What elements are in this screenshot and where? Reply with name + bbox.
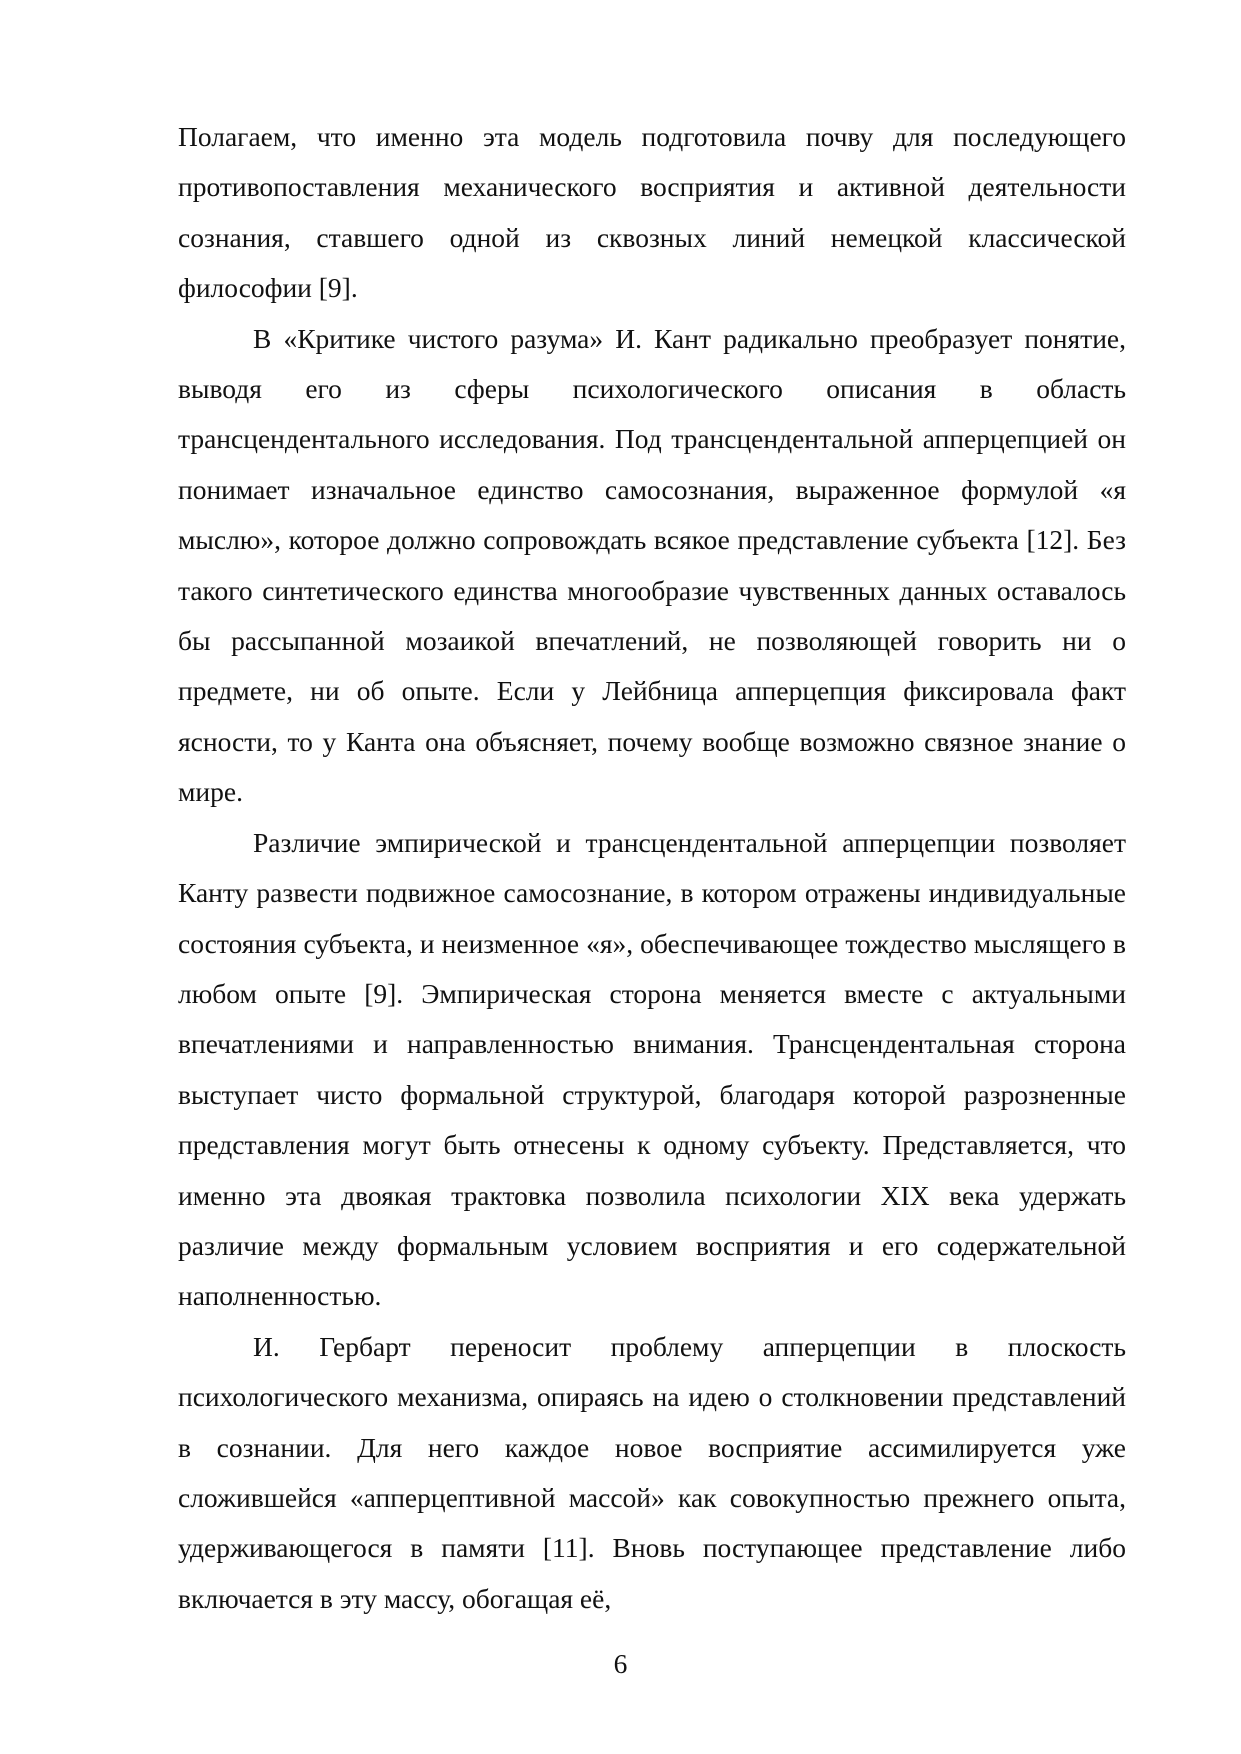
page-number: 6	[613, 1648, 628, 1679]
paragraph-3: Различие эмпирической и трансцендентальной апперцепции позволяет Канту развести подвижное самосознание, в котором отражены индивидуальные состояния субъекта, и неизменное «я», обеспечивающее тождество мыслящего в любом опыте [9]. Эмпирическая сторона меняется вместе с актуальными впечатлениями и направленностью внимания. Трансцендентальная сторона выступает чисто формальной структурой, благодаря которой разрозненные представления могут быть отнесены к одному субъекту. Представляется, что именно эта двоякая трактовка позволила психологии XIX века удержать различие между формальным условием восприятия и его содержательной наполненностью.	[178, 826, 1126, 1312]
paragraph-1: Полагаем, что именно эта модель подготовила почву для последующего противопоставления механического восприятия и активной деятельности сознания, ставшего одной из сквозных линий немецкой классической философии [9].	[178, 121, 1126, 304]
paragraph-2: В «Критике чистого разума» И. Кант радикально преобразует понятие, выводя его из сферы психологического описания в область трансцендентального исследования. Под трансцендентальной апперцепцией он понимает изначальное единство самосознания, выраженное формулой «я мыслю», которое должно сопровождать всякое представление субъекта [12]. Без такого синтетического единства многообразие чувственных данных оставалось бы рассыпанной мозаикой впечатлений, не позволяющей говорить ни о предмете, ни об опыте. Если у Лейбница апперцепция фиксировала факт ясности, то у Канта она объясняет, почему вообще возможно связное знание о мире.	[178, 322, 1126, 808]
body-text	[178, 112, 1126, 1624]
paragraph-4: И. Гербарт переносит проблему апперцепции в плоскость психологического механизма, опираясь на идею о столкновении представлений в сознании. Для него каждое новое восприятие ассимилируется уже сложившейся «апперцептивной массой» как совокупностью прежнего опыта, удерживающегося в памяти [11]. Вновь поступающее представление либо включается в эту массу, обогащая её,	[178, 1330, 1126, 1614]
